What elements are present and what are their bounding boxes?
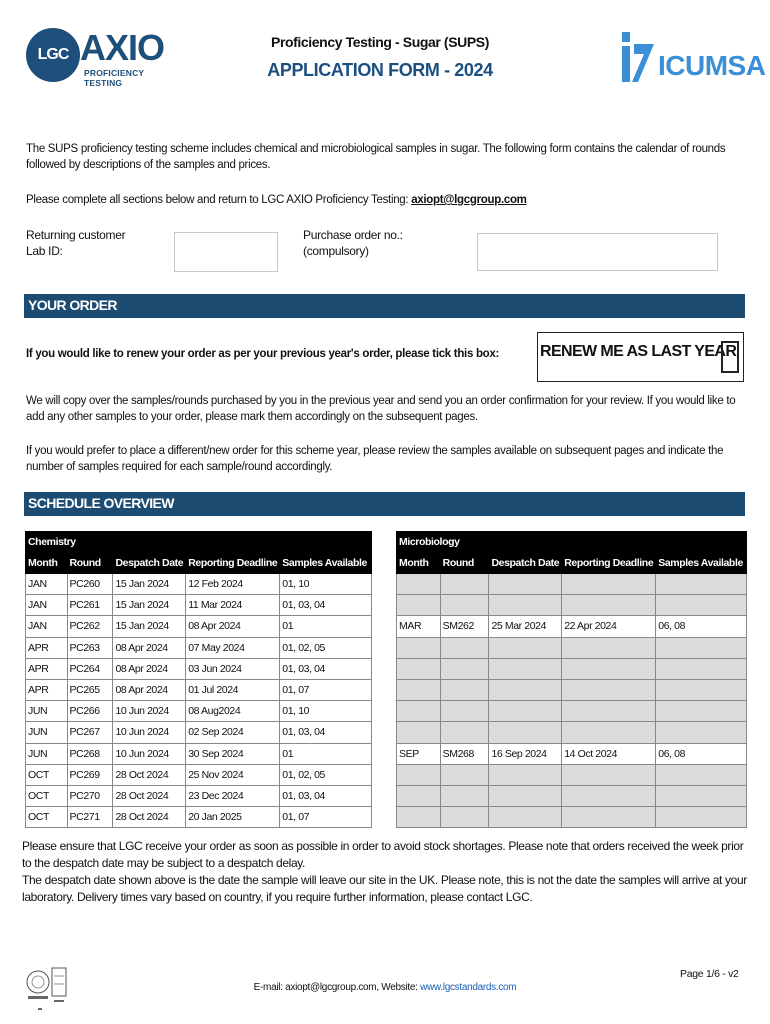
chemistry-cell: PC261: [67, 595, 113, 616]
microbiology-cell: [397, 722, 441, 743]
microbiology-cell: [440, 637, 489, 658]
chemistry-cell: 15 Jan 2024: [113, 616, 186, 637]
microbiology-cell: [656, 637, 747, 658]
lgc-mark: LGC: [26, 28, 80, 82]
microbiology-row: [397, 637, 747, 658]
microbiology-cell: [489, 701, 562, 722]
microbiology-row: [397, 574, 747, 595]
microbiology-row: [397, 658, 747, 679]
microbiology-cell: 16 Sep 2024: [489, 743, 562, 764]
your-order-heading: YOUR ORDER: [24, 294, 745, 318]
chemistry-cell: 25 Nov 2024: [186, 764, 280, 785]
page-number: Page 1/6 - v2: [680, 968, 739, 980]
microbiology-cell: [489, 658, 562, 679]
footer-logos: [24, 962, 74, 1014]
website-link[interactable]: www.lgcstandards.com: [420, 982, 517, 993]
chemistry-row: [26, 785, 372, 806]
chemistry-row: [26, 722, 372, 743]
microbiology-row: [397, 595, 747, 616]
chemistry-cell: 08 Apr 2024: [113, 637, 186, 658]
microbiology-cell: [562, 595, 656, 616]
microbiology-cell: [489, 785, 562, 806]
lgc-axio-logo: [24, 24, 165, 88]
microbiology-cell: [440, 574, 489, 595]
document-subtitle: APPLICATION FORM - 2024: [267, 60, 493, 80]
chemistry-cell: 15 Jan 2024: [113, 574, 186, 595]
microbiology-cell: 14 Oct 2024: [562, 743, 656, 764]
microbiology-cell: [440, 807, 489, 828]
chemistry-cell: OCT: [26, 785, 68, 806]
chemistry-cell: PC265: [67, 679, 113, 700]
microbiology-col-header: Despatch Date: [489, 552, 562, 574]
microbiology-cell: MAR: [397, 616, 441, 637]
chemistry-cell: JAN: [26, 574, 68, 595]
microbiology-cell: [397, 595, 441, 616]
microbiology-cell: [397, 701, 441, 722]
microbiology-cell: [489, 637, 562, 658]
chemistry-cell: 02 Sep 2024: [186, 722, 280, 743]
chemistry-schedule-table: [25, 531, 372, 828]
microbiology-cell: [440, 785, 489, 806]
microbiology-col-header: Samples Available: [656, 552, 747, 574]
footer-contact-text: E-mail: axiopt@lgcgroup.com, Website:: [253, 982, 421, 993]
chemistry-cell: 30 Sep 2024: [186, 743, 280, 764]
microbiology-cell: 06, 08: [656, 616, 747, 637]
contact-email-link[interactable]: axiopt@lgcgroup.com: [411, 194, 527, 206]
axio-wordmark: AXIO: [80, 27, 165, 68]
chemistry-cell: 01, 02, 05: [280, 764, 372, 785]
chemistry-row: [26, 701, 372, 722]
microbiology-cell: SEP: [397, 743, 441, 764]
microbiology-cell: [489, 595, 562, 616]
chemistry-cell: 01, 10: [280, 574, 372, 595]
microbiology-cell: [562, 807, 656, 828]
chemistry-cell: PC271: [67, 807, 113, 828]
microbiology-col-header: Round: [440, 552, 489, 574]
microbiology-cell: [489, 679, 562, 700]
microbiology-row: [397, 679, 747, 700]
chemistry-cell: PC270: [67, 785, 113, 806]
chemistry-cell: 11 Mar 2024: [186, 595, 280, 616]
notes: [22, 838, 752, 906]
microbiology-cell: [397, 658, 441, 679]
footer-contact: [200, 982, 570, 993]
chemistry-cell: 23 Dec 2024: [186, 785, 280, 806]
microbiology-cell: [397, 785, 441, 806]
chemistry-row: [26, 616, 372, 637]
microbiology-cell: [656, 701, 747, 722]
chemistry-cell: 01, 07: [280, 679, 372, 700]
microbiology-cell: [440, 722, 489, 743]
chemistry-row: [26, 658, 372, 679]
note-despatch-date: The despatch date shown above is the date the sample will leave our site in the UK. Please note, this is not the date the samples will arrive at your laboratory. Delivery times vary based on country, if you require further information, please contact LGC.: [22, 873, 747, 904]
microbiology-cell: [489, 807, 562, 828]
return-instructions-text: Please complete all sections below and return to LGC AXIO Proficiency Testing:: [26, 194, 412, 206]
icumsa-mark-icon: [620, 30, 656, 84]
chemistry-cell: 08 Apr 2024: [113, 679, 186, 700]
chemistry-cell: PC268: [67, 743, 113, 764]
chemistry-cell: 01 Jul 2024: [186, 679, 280, 700]
chemistry-cell: JUN: [26, 701, 68, 722]
microbiology-row: [397, 722, 747, 743]
microbiology-cell: [656, 679, 747, 700]
chemistry-cell: PC266: [67, 701, 113, 722]
chemistry-row: [26, 764, 372, 785]
chemistry-cell: 12 Feb 2024: [186, 574, 280, 595]
microbiology-cell: [440, 595, 489, 616]
chemistry-cell: 10 Jun 2024: [113, 701, 186, 722]
icumsa-logo: [620, 26, 766, 88]
chemistry-caption: Chemistry: [26, 532, 372, 552]
icumsa-wordmark: ICUMSA: [658, 50, 766, 81]
chemistry-cell: 01, 02, 05: [280, 637, 372, 658]
chemistry-cell: 01, 03, 04: [280, 785, 372, 806]
chemistry-cell: 08 Apr 2024: [113, 658, 186, 679]
chemistry-cell: 01: [280, 616, 372, 637]
chemistry-cell: 20 Jan 2025: [186, 807, 280, 828]
microbiology-cell: [440, 701, 489, 722]
microbiology-cell: [656, 722, 747, 743]
chemistry-cell: JAN: [26, 595, 68, 616]
microbiology-cell: [440, 764, 489, 785]
chemistry-cell: OCT: [26, 807, 68, 828]
chemistry-cell: APR: [26, 679, 68, 700]
microbiology-schedule-table: [396, 531, 747, 828]
document-title: Proficiency Testing - Sugar (SUPS): [271, 34, 489, 50]
chemistry-col-header: Samples Available: [280, 552, 372, 574]
chemistry-cell: 01, 03, 04: [280, 722, 372, 743]
chemistry-cell: 28 Oct 2024: [113, 764, 186, 785]
chemistry-col-header: Round: [67, 552, 113, 574]
chemistry-cell: JUN: [26, 743, 68, 764]
chemistry-cell: 01, 07: [280, 807, 372, 828]
renew-explanation: We will copy over the samples/rounds purchased by you in the previous year and send you an order confirmation for your review. If you would like to add any other samples to your order, please mark them accordingly on the subsequent pages.: [26, 395, 736, 423]
chemistry-row: [26, 637, 372, 658]
chemistry-cell: 01: [280, 743, 372, 764]
lab-id-field[interactable]: [174, 232, 278, 272]
microbiology-cell: 06, 08: [656, 743, 747, 764]
microbiology-row: [397, 807, 747, 828]
microbiology-cell: [562, 722, 656, 743]
renew-prompt: If you would like to renew your order as per your previous year's order, please tick this box:: [26, 348, 500, 360]
microbiology-cell: [397, 637, 441, 658]
chemistry-cell: PC267: [67, 722, 113, 743]
chemistry-row: [26, 595, 372, 616]
microbiology-cell: [656, 807, 747, 828]
microbiology-cell: 22 Apr 2024: [562, 616, 656, 637]
microbiology-cell: [489, 764, 562, 785]
chemistry-row: [26, 807, 372, 828]
microbiology-caption: Microbiology: [397, 532, 747, 552]
microbiology-cell: [397, 574, 441, 595]
chemistry-col-header: Month: [26, 552, 68, 574]
microbiology-cell: [562, 574, 656, 595]
microbiology-cell: [562, 658, 656, 679]
microbiology-cell: [489, 722, 562, 743]
axio-tagline: PROFICIENCY TESTING: [84, 68, 145, 88]
microbiology-cell: [562, 785, 656, 806]
microbiology-cell: [656, 595, 747, 616]
chemistry-cell: 15 Jan 2024: [113, 595, 186, 616]
chemistry-cell: 10 Jun 2024: [113, 743, 186, 764]
purchase-order-label: Purchase order no.: (compulsory): [303, 228, 403, 258]
chemistry-cell: PC260: [67, 574, 113, 595]
chemistry-col-header: Despatch Date: [113, 552, 186, 574]
renew-label: RENEW ME AS LAST YEAR: [540, 343, 737, 360]
microbiology-cell: [656, 785, 747, 806]
chemistry-cell: PC269: [67, 764, 113, 785]
microbiology-row: [397, 701, 747, 722]
chemistry-cell: 08 Apr 2024: [186, 616, 280, 637]
microbiology-cell: [562, 637, 656, 658]
note-stock-shortages: Please ensure that LGC receive your order as soon as possible in order to avoid stock shortages. Please note that orders received the week prior to the despatch date may be subject to a despatch delay.: [22, 839, 744, 870]
chemistry-cell: APR: [26, 637, 68, 658]
microbiology-col-header: Month: [397, 552, 441, 574]
chemistry-cell: 08 Aug2024: [186, 701, 280, 722]
chemistry-cell: JUN: [26, 722, 68, 743]
renew-option[interactable]: [537, 332, 744, 382]
new-order-explanation: If you would prefer to place a different/new order for this scheme year, please review the samples available on subsequent pages and indicate the number of samples required for each sample/round accordingly.: [26, 445, 724, 473]
chemistry-cell: PC262: [67, 616, 113, 637]
chemistry-col-header: Reporting Deadline: [186, 552, 280, 574]
microbiology-cell: SM268: [440, 743, 489, 764]
microbiology-cell: [440, 679, 489, 700]
microbiology-col-header: Reporting Deadline: [562, 552, 656, 574]
chemistry-row: [26, 679, 372, 700]
microbiology-cell: [656, 574, 747, 595]
chemistry-cell: 01, 03, 04: [280, 658, 372, 679]
microbiology-cell: [562, 679, 656, 700]
microbiology-cell: SM262: [440, 616, 489, 637]
microbiology-row: [397, 785, 747, 806]
chemistry-cell: OCT: [26, 764, 68, 785]
chemistry-cell: PC263: [67, 637, 113, 658]
chemistry-cell: APR: [26, 658, 68, 679]
chemistry-cell: 28 Oct 2024: [113, 807, 186, 828]
chemistry-row: [26, 743, 372, 764]
chemistry-cell: 01, 10: [280, 701, 372, 722]
microbiology-row: [397, 743, 747, 764]
microbiology-row: [397, 616, 747, 637]
lab-id-label: Returning customer Lab ID:: [26, 228, 126, 258]
chemistry-cell: 07 May 2024: [186, 637, 280, 658]
accreditation-icon: [24, 962, 74, 1014]
microbiology-cell: [562, 764, 656, 785]
renew-checkbox[interactable]: [721, 341, 739, 373]
chemistry-cell: 03 Jun 2024: [186, 658, 280, 679]
microbiology-cell: 25 Mar 2024: [489, 616, 562, 637]
chemistry-cell: 10 Jun 2024: [113, 722, 186, 743]
microbiology-cell: [656, 658, 747, 679]
microbiology-cell: [489, 574, 562, 595]
intro-paragraph: The SUPS proficiency testing scheme includes chemical and microbiological samples in sugar. The following form contains the calendar of rounds followed by descriptions of the samples and prices.: [26, 143, 726, 171]
microbiology-cell: [562, 701, 656, 722]
microbiology-cell: [656, 764, 747, 785]
chemistry-row: [26, 574, 372, 595]
microbiology-cell: [397, 679, 441, 700]
purchase-order-field[interactable]: [477, 233, 718, 271]
chemistry-cell: PC264: [67, 658, 113, 679]
microbiology-cell: [397, 807, 441, 828]
microbiology-cell: [440, 658, 489, 679]
microbiology-row: [397, 764, 747, 785]
chemistry-cell: 01, 03, 04: [280, 595, 372, 616]
schedule-heading: SCHEDULE OVERVIEW: [24, 492, 745, 516]
microbiology-cell: [397, 764, 441, 785]
chemistry-cell: JAN: [26, 616, 68, 637]
return-instructions: [26, 192, 746, 208]
chemistry-cell: 28 Oct 2024: [113, 785, 186, 806]
